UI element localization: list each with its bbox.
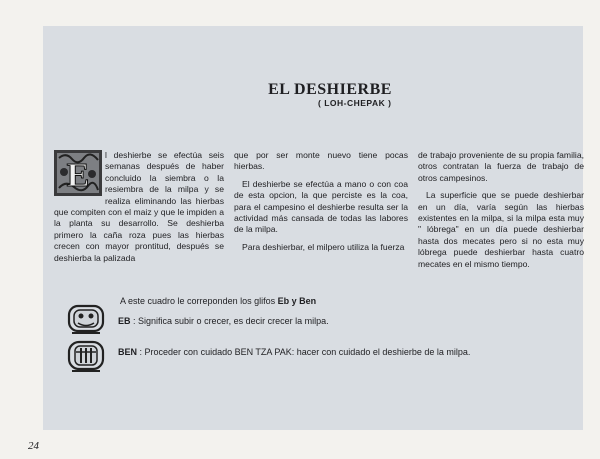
- paragraph-3: El deshierbe se efectúa a mano o con coa de esta opcion, la que perciste es la coa, para el campesino el deshierbe resulta ser la actividad más cansada de todas las labores de la milpa.: [234, 178, 408, 235]
- dropcap-letter: E: [66, 157, 90, 194]
- eb-glyph-icon: [66, 302, 106, 334]
- paragraph-1: l deshierbe se efectúa seis semanas después de haber concluido la siembra o la resiembra de la milpa y se realiza eliminando las hierbas que compiten con el maiz y que le impiden a la planta su desarrollo. Se deshierba primero la caña roza pues las hierbas crecen con mayor prontitud, después se deshierba la palizada: [54, 150, 224, 263]
- decorated-dropcap-icon: [54, 150, 102, 196]
- legend-item-ben: BEN : Proceder con cuidado BEN TZA PAK: hacer con cuidado el deshierbe de la milpa.: [118, 347, 471, 357]
- page-subtitle: ( LOH-CHEPAK ): [318, 98, 392, 108]
- text-column-2: [234, 150, 408, 259]
- legend-item-eb: EB : Significa subir o crecer, es decir crecer la milpa.: [118, 316, 329, 326]
- paragraph-5: de trabajo proveniente de su propia familia, otros contratan la fuerza de trabajo de otros campesinos.: [418, 150, 584, 183]
- paragraph-6: La superficie que se puede deshierbar en un día, varía según las hierbas existentes en la milpa, si la milpa esta muy " lóbrega" en un día puede deshierbar hasta dos mecates pero si no esta muy lóbrega puede deshierbar hasta cuatro mecates en el mismo tiempo.: [418, 190, 584, 269]
- page-number: 24: [28, 440, 39, 452]
- paragraph-4: Para deshierbar, el milpero utiliza la fuerza: [242, 241, 405, 252]
- page-title: EL DESHIERBE: [268, 81, 392, 98]
- paragraph-2: que por ser monte nuevo tiene pocas hierbas.: [234, 150, 408, 172]
- ben-glyph-icon: [66, 338, 106, 372]
- text-column-1: [54, 150, 224, 270]
- legend-intro: A este cuadro le correponden los glifos Eb y Ben: [120, 296, 317, 306]
- text-column-3: [418, 150, 584, 276]
